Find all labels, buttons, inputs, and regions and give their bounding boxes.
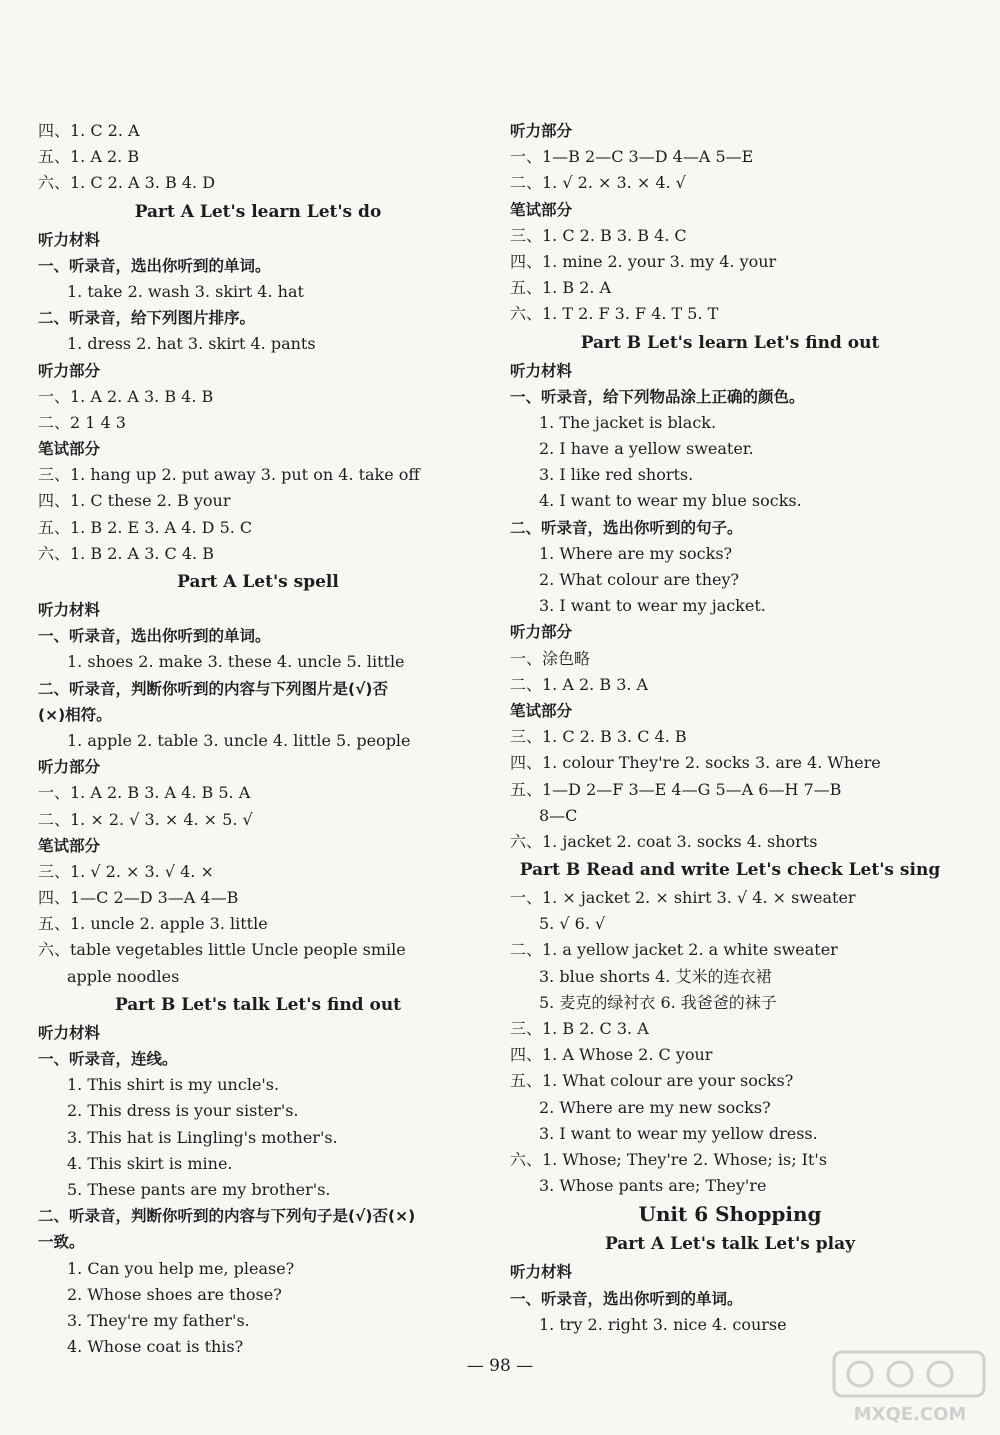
section-heading: Part A Let's spell [177, 572, 339, 592]
text-line: 4. I want to wear my blue socks. [539, 491, 802, 511]
text-line: 二、1. a yellow jacket 2. a white sweater [510, 940, 838, 960]
text-line: 2. I have a yellow sweater. [539, 439, 754, 459]
watermark-text: MXQE.COM [853, 1404, 967, 1425]
text-line: 5. These pants are my brother's. [67, 1179, 331, 1199]
text-line: 2. This dress is your sister's. [67, 1101, 299, 1121]
text-line: 二、听录音，判断你听到的内容与下列句子是(√)否(×) [38, 1207, 416, 1226]
right-column [510, 118, 950, 1338]
text-line: 三、1. C 2. B 3. B 4. C [510, 225, 687, 245]
text-line: 三、1. hang up 2. put away 3. put on 4. take off [38, 465, 420, 485]
text-line: 3. Whose pants are; They're [539, 1176, 767, 1196]
text-line: 1. try 2. right 3. nice 4. course [539, 1314, 787, 1334]
text-line: apple noodles [67, 966, 180, 986]
text-line: 1. dress 2. hat 3. skirt 4. pants [67, 334, 316, 354]
section-heading: Part A Let's learn Let's do [134, 201, 382, 222]
text-line: 三、1. C 2. B 3. C 4. B [510, 727, 687, 747]
text-line: 一致。 [38, 1233, 85, 1252]
text-line: 一、听录音，选出你听到的单词。 [510, 1289, 743, 1308]
text-line: 3. I want to wear my jacket. [539, 596, 766, 616]
text-line: 3. I like red shorts. [539, 465, 694, 485]
text-line: 2. What colour are they? [539, 570, 740, 589]
text-line: 3. This hat is Lingling's mother's. [67, 1127, 338, 1147]
text-line: 四、1. mine 2. your 3. my 4. your [510, 251, 777, 271]
text-line: 3. blue shorts 4. 艾米的连衣裙 [539, 966, 772, 986]
section-heading: Part B Let's learn Let's find out [580, 332, 880, 353]
text-line: 一、听录音，连线。 [38, 1050, 178, 1068]
text-line: 三、1. B 2. C 3. A [510, 1019, 649, 1038]
text-line: 1. apple 2. table 3. uncle 4. little 5. people [67, 730, 411, 750]
text-line: 听力材料 [38, 1023, 101, 1042]
text-line: 二、1. A 2. B 3. A [510, 674, 649, 694]
text-line: 一、1. A 2. B 3. A 4. B 5. A [38, 783, 251, 803]
section-heading: Unit 6 Shopping [638, 1202, 822, 1227]
text-line: 四、1. C these 2. B your [38, 491, 231, 511]
text-line: 一、1—B 2—C 3—D 4—A 5—E [510, 147, 754, 167]
text-line: 二、2 1 4 3 [38, 412, 126, 432]
text-line: 二、听录音，选出你听到的句子。 [510, 518, 743, 537]
text-line: 二、听录音，给下列图片排序。 [38, 309, 256, 328]
text-line: 2. Whose shoes are those? [67, 1284, 282, 1304]
text-line: 六、1. T 2. F 3. F 4. T 5. T [510, 304, 719, 324]
text-line: 听力部分 [510, 623, 573, 642]
watermark-logo-icon [830, 1348, 990, 1428]
text-line: 1. Where are my socks? [539, 543, 733, 563]
text-line: 五、1. B 2. A [510, 278, 612, 298]
text-line: 听力部分 [38, 361, 101, 380]
text-line: 五、1. What colour are your socks? [510, 1071, 794, 1091]
text-line: 四、1. colour They're 2. socks 3. are 4. Where [510, 753, 881, 773]
text-line: 听力材料 [510, 1263, 573, 1282]
text-line: 听力材料 [38, 230, 101, 249]
text-line: 一、涂色略 [510, 648, 591, 668]
text-line: 听力部分 [38, 758, 101, 777]
section-heading: Part A Let's talk Let's play [604, 1234, 856, 1255]
text-line: 五、1. B 2. E 3. A 4. D 5. C [38, 517, 253, 537]
left-column [38, 118, 478, 1360]
text-line: 一、听录音，给下列物品涂上正确的颜色。 [510, 387, 805, 406]
text-line: (×)相符。 [38, 705, 112, 724]
text-line: 六、1. B 2. A 3. C 4. B [38, 543, 214, 563]
text-line: 六、1. jacket 2. coat 3. socks 4. shorts [510, 831, 818, 851]
text-line: 六、table vegetables little Uncle people smile [38, 940, 406, 960]
text-line: 1. The jacket is black. [539, 412, 717, 432]
text-line: 5. √ 6. √ [539, 914, 606, 934]
text-line: 二、1. × 2. √ 3. × 4. × 5. √ [38, 809, 253, 829]
text-line: 五、1—D 2—F 3—E 4—G 5—A 6—H 7—B [510, 779, 842, 799]
text-line: 1. This shirt is my uncle's. [67, 1075, 280, 1095]
text-line: 四、1. A Whose 2. C your [510, 1045, 713, 1065]
text-line: 3. I want to wear my yellow dress. [539, 1123, 818, 1143]
text-line: 4. This skirt is mine. [67, 1153, 233, 1173]
text-line: 听力部分 [510, 122, 573, 140]
text-line: 笔试部分 [38, 836, 101, 855]
text-line: 8—C [539, 805, 578, 825]
text-line: 听力材料 [38, 601, 101, 619]
text-line: 5. 麦克的绿衬衣 6. 我爸爸的袜子 [539, 992, 777, 1012]
text-line: 一、1. A 2. A 3. B 4. B [38, 386, 214, 406]
text-line: 五、1. uncle 2. apple 3. little [38, 914, 268, 934]
text-line: 笔试部分 [510, 200, 573, 219]
section-heading: Part B Let's talk Let's find out [114, 994, 402, 1015]
text-line: 听力材料 [510, 361, 573, 380]
text-line: 笔试部分 [38, 440, 101, 459]
text-line: 四、1—C 2—D 3—A 4—B [38, 888, 239, 908]
text-line: 2. Where are my new socks? [539, 1097, 771, 1117]
text-line: 二、1. √ 2. × 3. × 4. √ [510, 173, 686, 193]
text-line: 六、1. C 2. A 3. B 4. D [38, 173, 216, 193]
text-line: 一、听录音，选出你听到的单词。 [38, 627, 271, 646]
text-line: 五、1. A 2. B [38, 147, 140, 167]
text-line: 1. take 2. wash 3. skirt 4. hat [67, 281, 304, 301]
text-line: 六、1. Whose; They're 2. Whose; is; It's [510, 1149, 828, 1169]
text-line: 笔试部分 [510, 701, 573, 720]
section-heading: Part B Read and write Let's check Let's sing [519, 860, 941, 881]
text-line: 一、1. × jacket 2. × shirt 3. √ 4. × sweater [510, 888, 856, 908]
text-line: 四、1. C 2. A [38, 121, 140, 140]
text-line: 三、1. √ 2. × 3. √ 4. × [38, 861, 214, 881]
text-line: 1. Can you help me, please? [67, 1258, 295, 1278]
watermark-logo [830, 1348, 990, 1428]
text-line: 一、听录音，选出你听到的单词。 [38, 256, 271, 275]
text-line: 1. shoes 2. make 3. these 4. uncle 5. little [67, 652, 405, 672]
text-line: 4. Whose coat is this? [67, 1337, 244, 1357]
page-number: — 98 — [466, 1356, 534, 1376]
text-line: 二、听录音，判断你听到的内容与下列图片是(√)否 [38, 679, 389, 698]
text-line: 3. They're my father's. [67, 1310, 250, 1330]
